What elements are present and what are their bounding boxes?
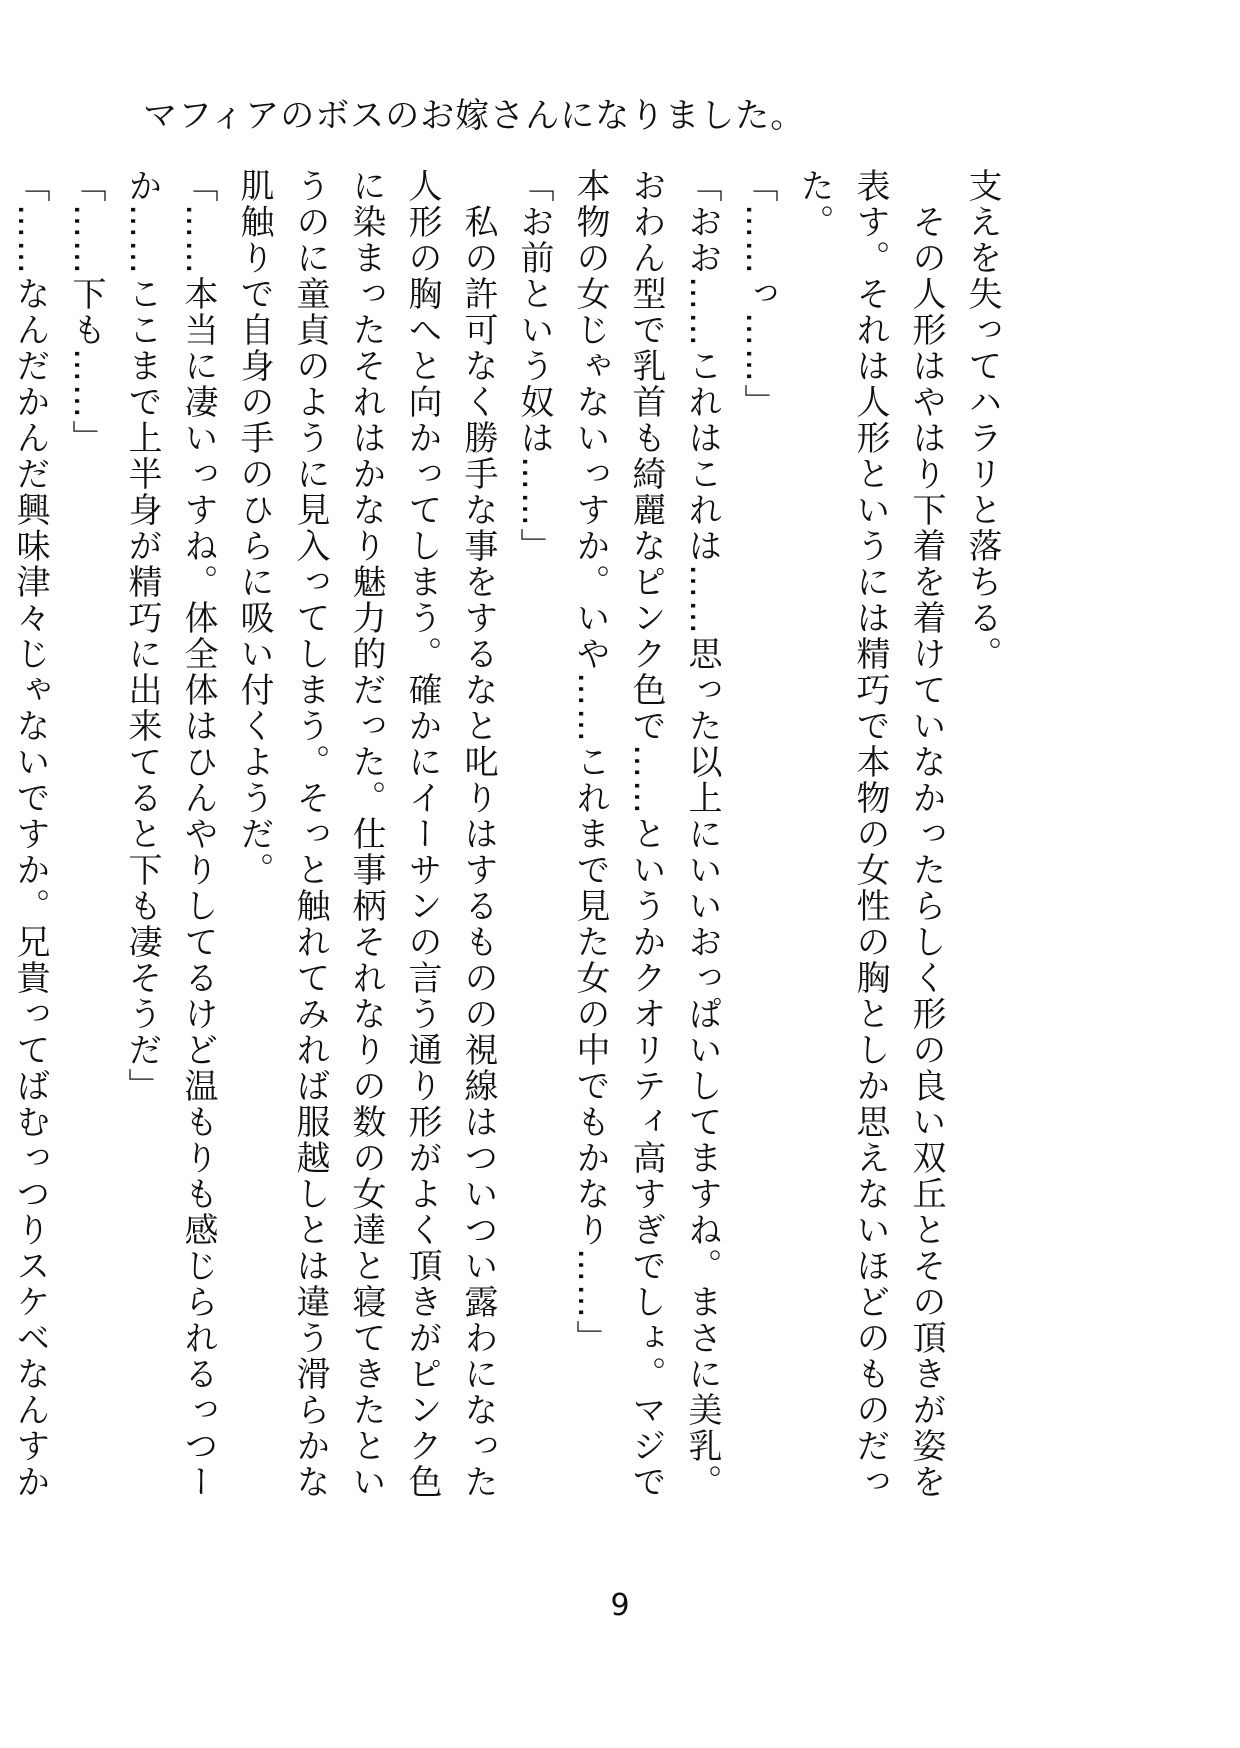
body-text xyxy=(10,168,1010,1528)
page-number: 9 xyxy=(610,1588,630,1623)
dialogue-line: 「おお……これはこれは……思った以上にいいおっぱいしてますね。まさに美乳。おわん型で乳首も綺麗なピンク色で……というかクオリティ高すぎでしょ。マジで本物の女じゃないっすか。いや……これまで見た女の中でもかなり……」 xyxy=(570,168,722,1500)
dialogue-line: 「……下も……」 xyxy=(66,168,106,456)
running-title: マフィアのボスのお嫁さんになりました。 xyxy=(143,96,806,136)
dialogue-line: 「お前という奴は……」 xyxy=(514,168,554,564)
paragraph: 支えを失ってハラリと落ちる。 xyxy=(962,168,1002,672)
dialogue-line: 「……っ……」 xyxy=(738,168,778,420)
dialogue-line: 「……なんだかんだ興味津々じゃないですか。兄貴ってばむっつりスケベなんすか xyxy=(10,168,50,1500)
paragraph: その人形はやはり下着を着けていなかったらしく形の良い双丘とその頂きが姿を表す。それは人形というには精巧で本物の女性の胸としか思えないほどのものだった。 xyxy=(794,168,946,1500)
paragraph: 私の許可なく勝手な事をするなと叱りはするものの視線はついつい露わになった人形の胸へと向かってしまう。確かにイーサンの言う通り形がよく頂きがピンク色に染まったそれはかなり魅力的だった。仕事柄それなりの数の女達と寝てきたというのに童貞のように見入ってしまう。そっと触れてみれば服越しとは違う滑らかな肌触りで自身の手のひらに吸い付くようだ。 xyxy=(234,168,498,1500)
dialogue-line: 「……本当に凄いっすね。体全体はひんやりしてるけど温もりも感じられるっつーか……ここまで上半身が精巧に出来てると下も凄そうだ」 xyxy=(122,168,218,1500)
